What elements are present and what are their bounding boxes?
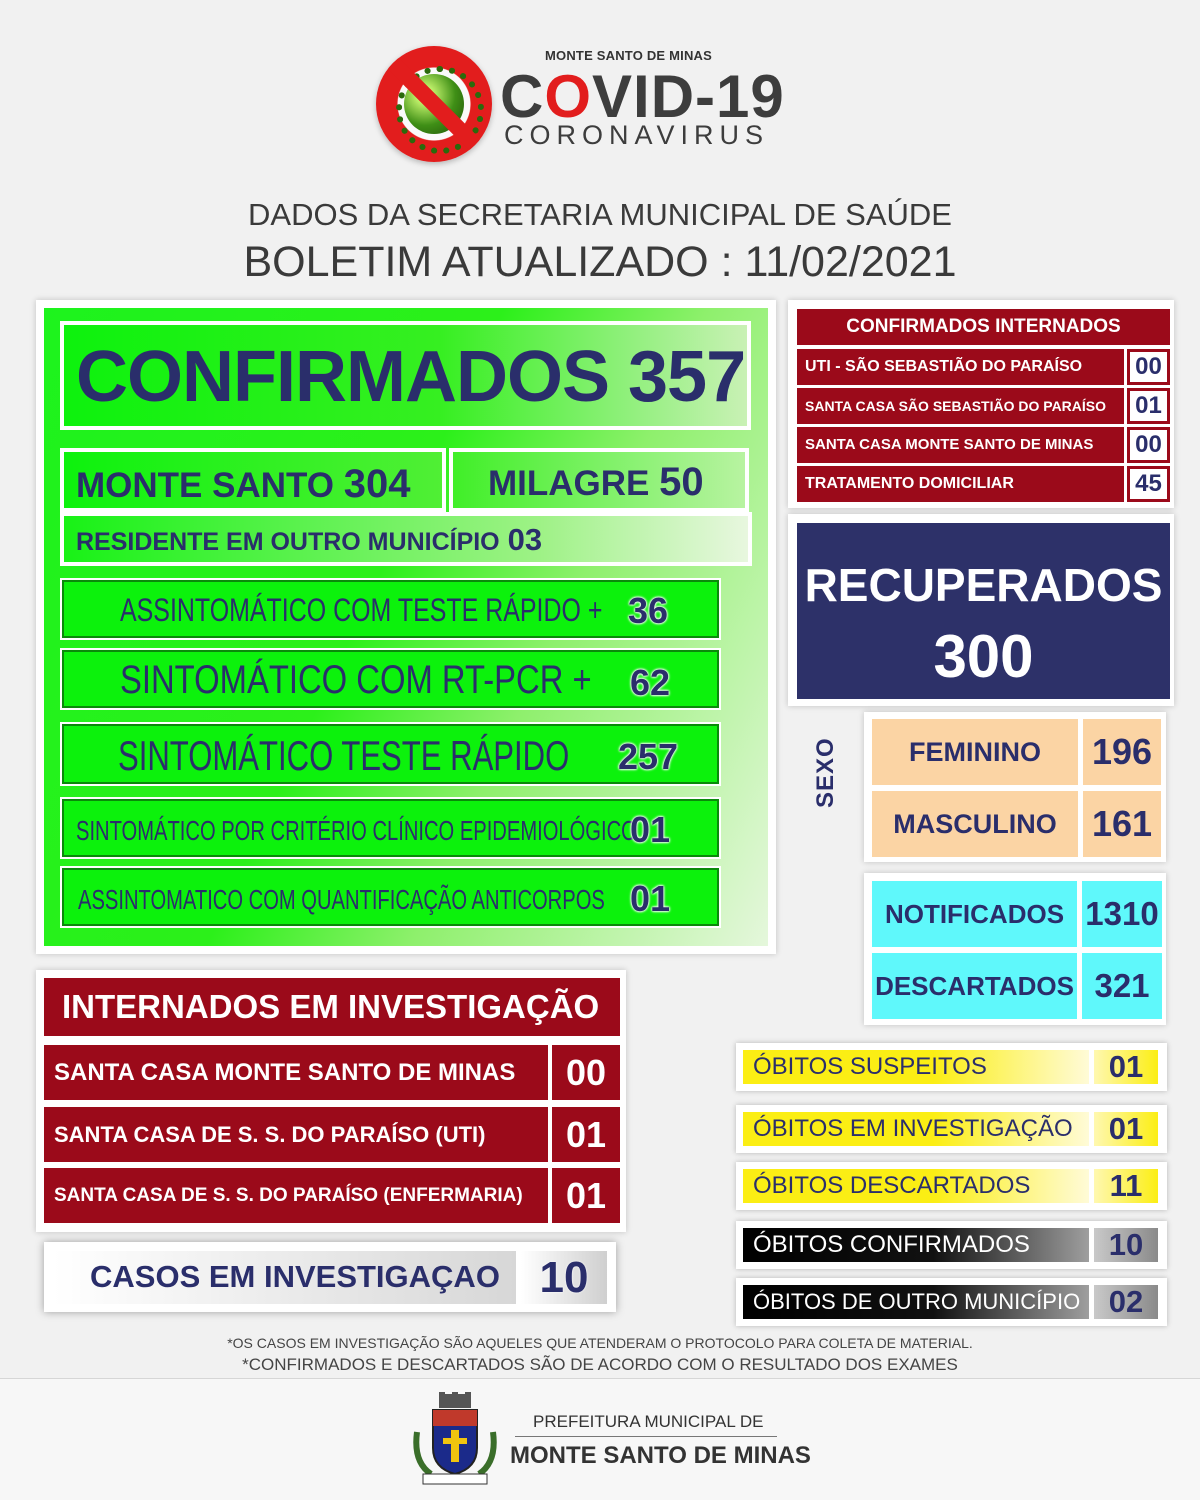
descartados-label: DESCARTADOS xyxy=(872,953,1077,1019)
internado-row-value: 45 xyxy=(1127,466,1170,502)
title-c: C xyxy=(500,63,545,130)
confirmados-row xyxy=(62,580,719,638)
prefeitura-line-1: PREFEITURA MUNICIPAL DE xyxy=(533,1412,764,1431)
municipal-crest-icon xyxy=(411,1392,499,1488)
row-value: 62 xyxy=(630,662,671,703)
header-city: MONTE SANTO DE MINAS xyxy=(545,48,712,63)
footnote-2: *CONFIRMADOS E DESCARTADOS SÃO DE ACORDO COM O RESULTADO DOS EXAMES xyxy=(242,1355,958,1374)
title-rest: VID-19 xyxy=(592,63,785,130)
internado-row-label: TRATAMENTO DOMICILIAR xyxy=(797,466,1124,502)
confirmados-value: 357 xyxy=(628,337,746,417)
internado-row-label: SANTA CASA SÃO SEBASTIÃO DO PARAÍSO xyxy=(797,388,1124,424)
casos-investigacao-label: CASOS EM INVESTIGAÇAO xyxy=(90,1259,500,1294)
monte-santo-count xyxy=(76,462,410,507)
masculino-label: MASCULINO xyxy=(872,791,1078,857)
obitos-confirmados-value: 10 xyxy=(1094,1228,1158,1262)
prefeitura-line-2: MONTE SANTO DE MINAS xyxy=(510,1442,811,1469)
internado-row-value: 00 xyxy=(1127,427,1170,463)
feminino-value: 196 xyxy=(1083,719,1161,785)
source-line: DADOS DA SECRETARIA MUNICIPAL DE SAÚDE xyxy=(248,197,952,232)
confirmados-row xyxy=(62,868,719,926)
obitos-descartados-label: ÓBITOS DESCARTADOS xyxy=(743,1169,1089,1203)
casos-investigacao-value: 10 xyxy=(521,1251,607,1304)
row-value: 01 xyxy=(630,809,671,850)
descartados-value: 321 xyxy=(1082,953,1162,1019)
row-value: 01 xyxy=(630,878,671,919)
milagre-label: MILAGRE xyxy=(488,464,650,503)
row-label: SINTOMÁTICO COM RT-PCR + xyxy=(120,658,592,702)
obitos-investigacao-label: ÓBITOS EM INVESTIGAÇÃO xyxy=(743,1112,1089,1146)
obitos-outro-municipio-label: ÓBITOS DE OUTRO MUNICÍPIO xyxy=(743,1285,1089,1319)
investigacao-row-value: 01 xyxy=(552,1107,620,1162)
notificados-label: NOTIFICADOS xyxy=(872,881,1077,947)
confirmados-row xyxy=(62,799,719,857)
confirmados-total xyxy=(76,336,745,418)
monte-santo-label: MONTE SANTO xyxy=(76,466,334,505)
covid-logo xyxy=(376,46,492,162)
residente-value: 03 xyxy=(507,522,543,557)
milagre-count xyxy=(488,460,704,505)
obitos-suspeitos-value: 01 xyxy=(1094,1050,1158,1084)
row-value: 257 xyxy=(618,736,679,777)
bulletin-date: BOLETIM ATUALIZADO : 11/02/2021 xyxy=(243,238,957,286)
feminino-label: FEMININO xyxy=(872,719,1078,785)
internado-row-label: UTI - SÃO SEBASTIÃO DO PARAÍSO xyxy=(797,349,1124,385)
sexo-label: SEXO xyxy=(812,737,839,808)
covid-subtitle: CORONAVIRUS xyxy=(504,120,770,150)
confirmados-internados-title: CONFIRMADOS INTERNADOS xyxy=(797,309,1170,345)
monte-santo-value: 304 xyxy=(343,462,411,506)
internado-row-label: SANTA CASA MONTE SANTO DE MINAS xyxy=(797,427,1124,463)
confirmados-row xyxy=(62,650,719,708)
recuperados-value: 300 xyxy=(933,623,1034,690)
prefeitura-divider xyxy=(515,1436,777,1437)
milagre-value: 50 xyxy=(659,460,704,504)
obitos-confirmados-label: ÓBITOS CONFIRMADOS xyxy=(743,1228,1089,1262)
obitos-suspeitos-label: ÓBITOS SUSPEITOS xyxy=(743,1050,1089,1084)
residente-label: RESIDENTE EM OUTRO MUNICÍPIO xyxy=(76,528,500,556)
row-label: ASSINTOMATICO COM QUANTIFICAÇÃO ANTICORPOS xyxy=(78,884,605,915)
investigacao-row-label: SANTA CASA DE S. S. DO PARAÍSO (ENFERMARIA) xyxy=(44,1168,548,1223)
internado-row-value: 01 xyxy=(1127,388,1170,424)
internado-row-value: 00 xyxy=(1127,349,1170,385)
notificados-value: 1310 xyxy=(1082,881,1162,947)
obitos-descartados-value: 11 xyxy=(1094,1169,1158,1203)
confirmados-row xyxy=(62,724,719,784)
row-label: SINTOMÁTICO TESTE RÁPIDO xyxy=(118,732,570,779)
internados-investigacao-title: INTERNADOS EM INVESTIGAÇÃO xyxy=(44,978,620,1036)
recuperados-label: RECUPERADOS xyxy=(804,559,1163,611)
residente-count xyxy=(76,522,542,558)
footnote-1: *OS CASOS EM INVESTIGAÇÃO SÃO AQUELES QUE ATENDERAM O PROTOCOLO PARA COLETA DE MATERIAL. xyxy=(227,1335,973,1351)
investigacao-row-label: SANTA CASA DE S. S. DO PARAÍSO (UTI) xyxy=(44,1107,548,1162)
masculino-value: 161 xyxy=(1083,791,1161,857)
footer-bar xyxy=(0,1378,1200,1500)
investigacao-row-value: 01 xyxy=(552,1168,620,1223)
obitos-outro-municipio-value: 02 xyxy=(1094,1285,1158,1319)
row-label: ASSINTOMÁTICO COM TESTE RÁPIDO + xyxy=(120,592,603,628)
investigacao-row-label: SANTA CASA MONTE SANTO DE MINAS xyxy=(44,1045,548,1100)
confirmados-label: CONFIRMADOS xyxy=(76,337,609,417)
obitos-investigacao-value: 01 xyxy=(1094,1112,1158,1146)
row-value: 36 xyxy=(628,590,669,631)
title-o: O xyxy=(544,63,593,130)
investigacao-row-value: 00 xyxy=(552,1045,620,1100)
row-label: SINTOMÁTICO POR CRITÉRIO CLÍNICO EPIDEMIOLÓGICO xyxy=(76,815,637,846)
